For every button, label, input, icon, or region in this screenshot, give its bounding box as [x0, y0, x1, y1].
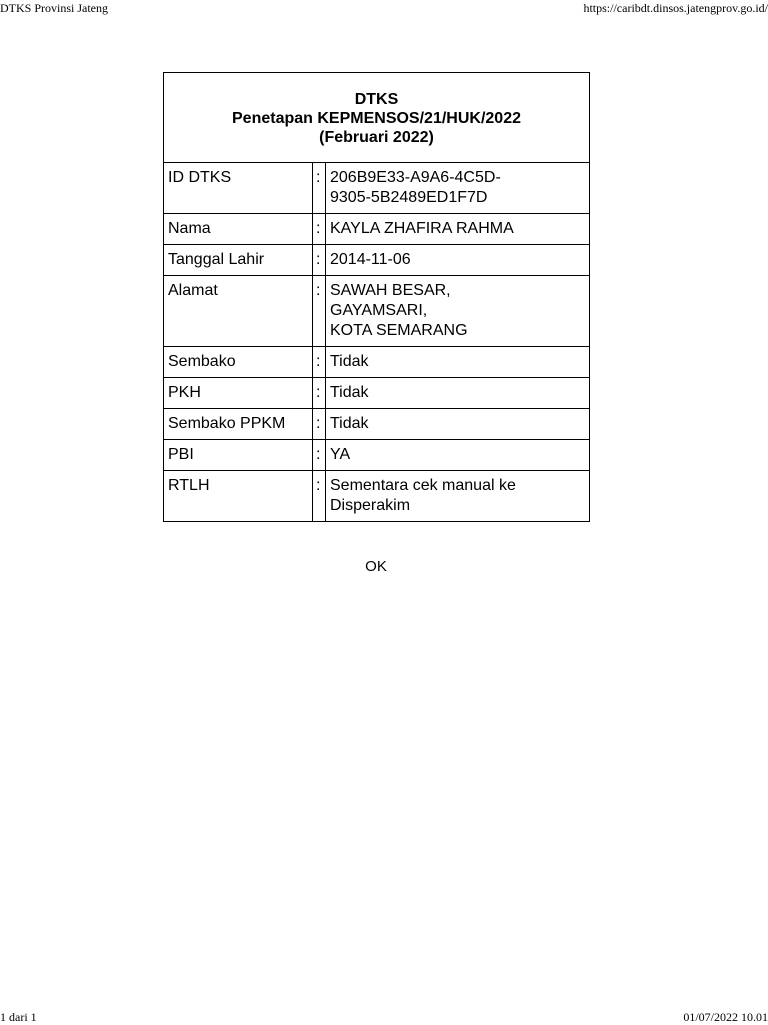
value-line: Tidak	[330, 353, 369, 370]
table-title-row	[164, 73, 590, 163]
ok-button[interactable]: OK	[365, 558, 387, 575]
row-separator: :	[313, 409, 326, 440]
row-label-sembako: Sembako	[164, 347, 313, 378]
value-line: KOTA SEMARANG	[330, 322, 468, 339]
value-line: KAYLA ZHAFIRA RAHMA	[330, 220, 514, 237]
value-line: Sementara cek manual ke	[330, 477, 516, 494]
title-line-period: (Februari 2022)	[319, 129, 434, 146]
row-label-nama: Nama	[164, 214, 313, 245]
table-title	[164, 73, 590, 163]
table-row	[164, 471, 590, 522]
value-line: YA	[330, 446, 351, 463]
row-label-sembako-ppkm: Sembako PPKM	[164, 409, 313, 440]
row-separator: :	[313, 245, 326, 276]
table-row	[164, 409, 590, 440]
table-row	[164, 347, 590, 378]
row-separator: :	[313, 378, 326, 409]
row-label-pkh: PKH	[164, 378, 313, 409]
row-separator: :	[313, 471, 326, 522]
value-line: 9305-5B2489ED1F7D	[330, 189, 488, 206]
row-value-alamat	[326, 276, 590, 347]
print-footer-datetime: 01/07/2022 10.01	[683, 1010, 768, 1024]
row-separator: :	[313, 276, 326, 347]
value-line: SAWAH BESAR,	[330, 282, 451, 299]
row-separator: :	[313, 163, 326, 214]
title-line-dtks: DTKS	[354, 91, 399, 108]
table-row	[164, 245, 590, 276]
value-line: Disperakim	[330, 497, 411, 514]
print-header-url: https://caribdt.dinsos.jatengprov.go.id/	[583, 1, 768, 15]
row-value-rtlh	[326, 471, 590, 522]
row-value-pkh	[326, 378, 590, 409]
print-footer-page: 1 dari 1	[0, 1010, 37, 1024]
value-line: 2014-11-06	[330, 251, 411, 268]
table-row	[164, 276, 590, 347]
row-label-rtlh: RTLH	[164, 471, 313, 522]
row-label-id-dtks: ID DTKS	[164, 163, 313, 214]
row-separator: :	[313, 214, 326, 245]
value-line: GAYAMSARI,	[330, 302, 428, 319]
row-label-alamat: Alamat	[164, 276, 313, 347]
title-line-decree: Penetapan KEPMENSOS/21/HUK/2022	[232, 110, 521, 127]
row-value-pbi	[326, 440, 590, 471]
row-label-pbi: PBI	[164, 440, 313, 471]
value-line: Tidak	[330, 384, 369, 401]
row-value-id-dtks	[326, 163, 590, 214]
row-label-tanggal-lahir: Tanggal Lahir	[164, 245, 313, 276]
value-line: Tidak	[330, 415, 369, 432]
row-value-sembako-ppkm	[326, 409, 590, 440]
dtks-result-table	[163, 72, 590, 522]
row-value-nama	[326, 214, 590, 245]
table-row	[164, 163, 590, 214]
value-line: 206B9E33-A9A6-4C5D-	[330, 169, 501, 186]
row-value-tanggal-lahir	[326, 245, 590, 276]
table-row	[164, 440, 590, 471]
table-row	[164, 378, 590, 409]
row-value-sembako	[326, 347, 590, 378]
print-header-title: DTKS Provinsi Jateng	[0, 1, 108, 15]
row-separator: :	[313, 347, 326, 378]
row-separator: :	[313, 440, 326, 471]
table-row	[164, 214, 590, 245]
